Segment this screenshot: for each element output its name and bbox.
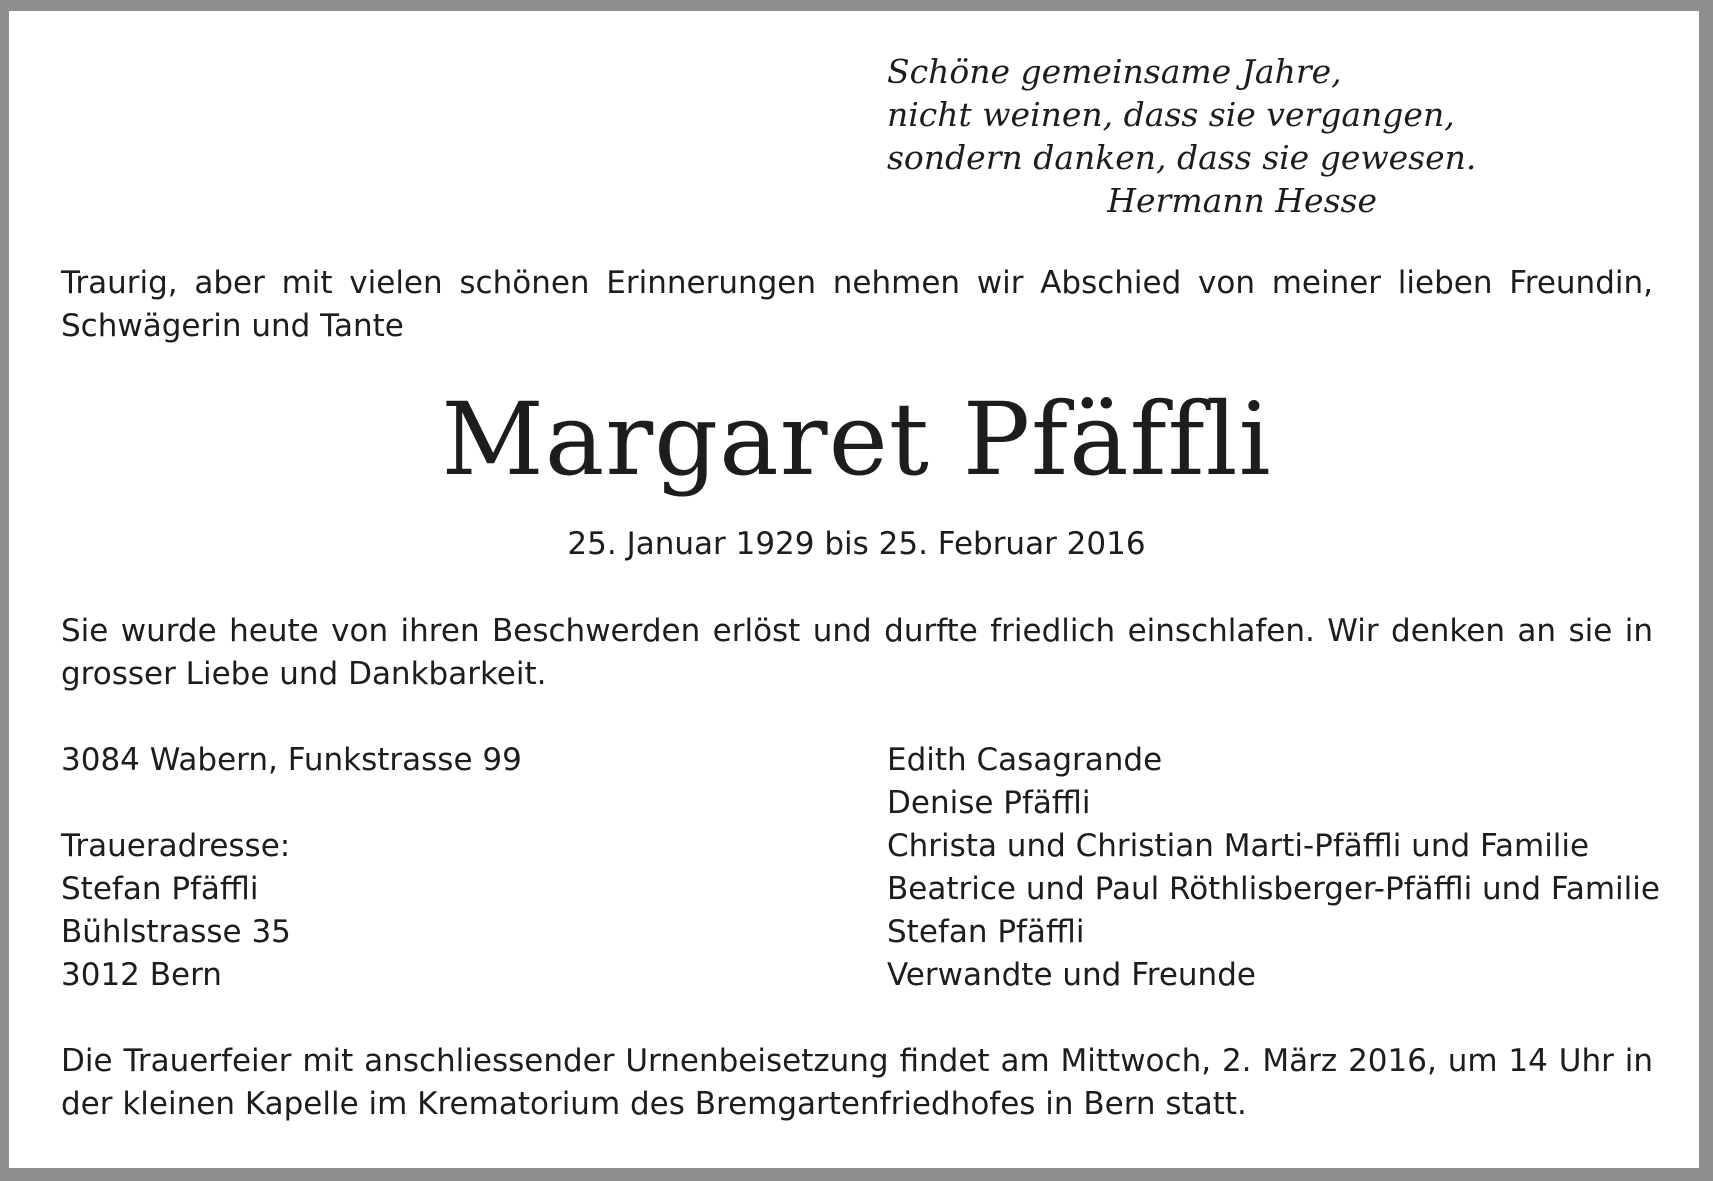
intro-text: Traurig, aber mit vielen schönen Erinnerungen nehmen wir Abschied von meiner lieben Freundin, Schwägerin und Tante (61, 265, 1653, 344)
poem-author: Hermann Hesse (1107, 181, 1377, 220)
body-text: Sie wurde heute von ihren Beschwerden erlöst und durfte friedlich einschlafen. Wir denken an sie in grosser Liebe und Dankbarkeit. (61, 613, 1653, 692)
mourning-address-line: Stefan Pfäffli (61, 871, 259, 907)
mourner-item: Beatrice und Paul Röthlisberger-Pfäffli und Familie (887, 871, 1660, 907)
deceased-name: Margaret Pfäffli (441, 381, 1272, 498)
poem-line: Schöne gemeinsame Jahre, (887, 52, 1342, 91)
address-column (61, 739, 522, 997)
poem-quote (887, 50, 1477, 220)
spacer (61, 782, 522, 825)
mourner-item: Christa und Christian Marti-Pfäffli und Familie (887, 828, 1590, 864)
mourning-address-label: Traueradresse: (61, 828, 291, 864)
life-dates: 25. Januar 1929 bis 25. Februar 2016 (567, 526, 1146, 562)
mourners-list (887, 739, 1660, 997)
ceremony-text: Die Trauerfeier mit anschliessender Urnenbeisetzung findet am Mittwoch, 2. März 2016, um 14 Uhr in der kleinen Kapelle im Krematorium des Bremgartenfriedhofes in Bern statt. (61, 1043, 1653, 1122)
mourner-item: Verwandte und Freunde (887, 957, 1256, 993)
mourning-address-line: Bühlstrasse 35 (61, 914, 291, 950)
residence-address: 3084 Wabern, Funkstrasse 99 (61, 742, 522, 778)
mourner-item: Edith Casagrande (887, 742, 1163, 778)
mourner-item: Stefan Pfäffli (887, 914, 1085, 950)
mourner-item: Denise Pfäffli (887, 785, 1091, 821)
poem-line: nicht weinen, dass sie vergangen, (887, 95, 1455, 134)
poem-line: sondern danken, dass sie gewesen. (887, 138, 1477, 177)
mourning-address-line: 3012 Bern (61, 957, 222, 993)
